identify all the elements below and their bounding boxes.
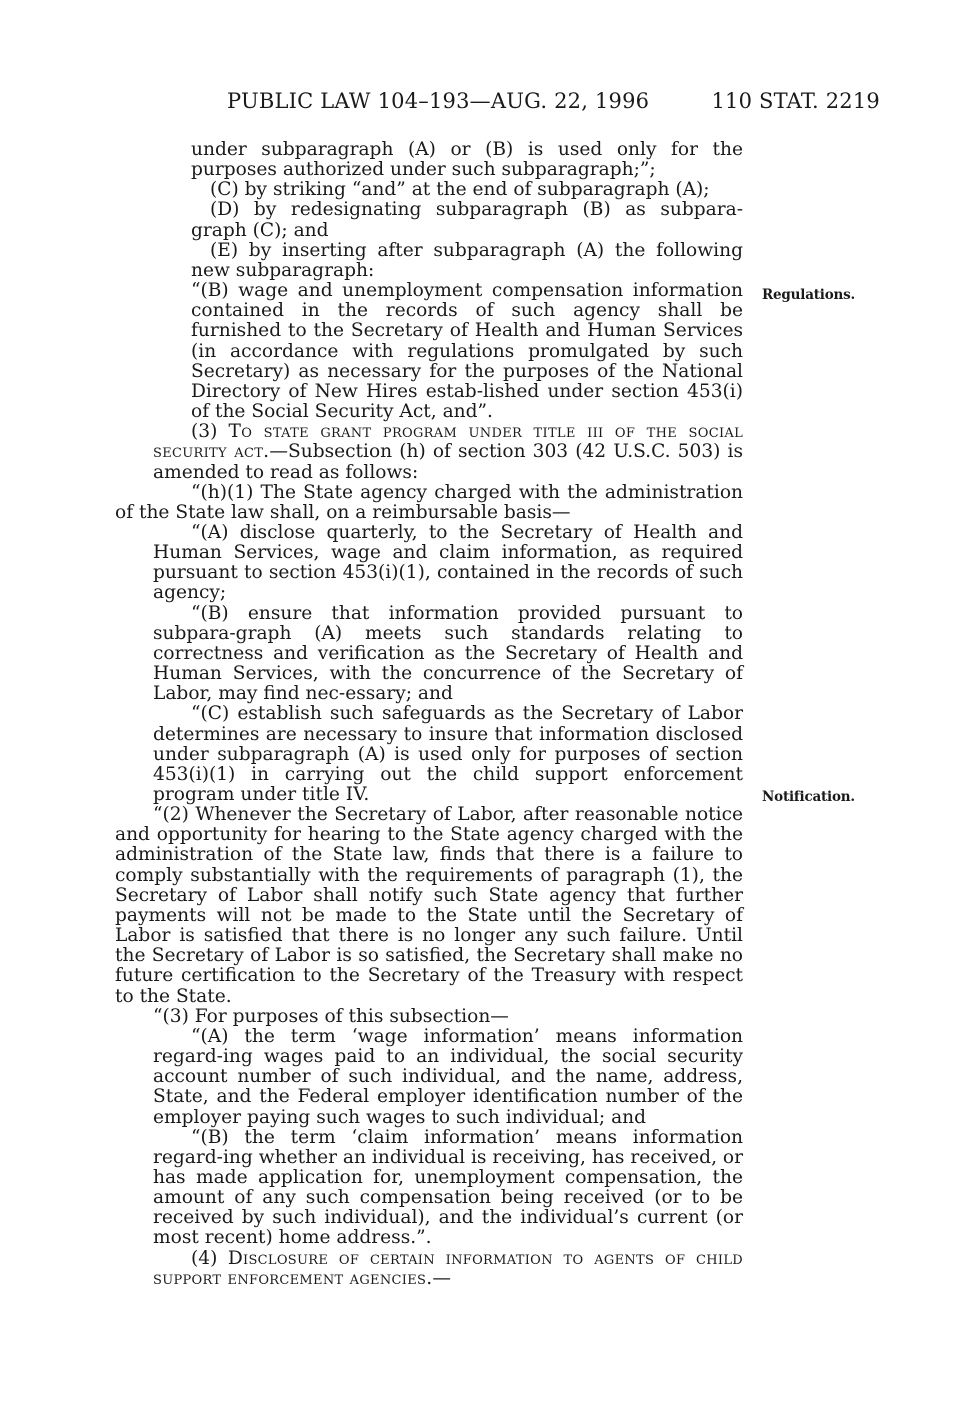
paragraph: “(B) the term ‘claim information’ means information regard-ing whether an individual is receiving, has received, or has made application for, unemployment compensation, the amount of any such compensation being received (or to be received by such individual), and the individual’s current (or most recent) home address.”. xyxy=(153,1126,743,1249)
paragraph: “(2) Whenever the Secretary of Labor, after reasonable notice and opportunity for hearing to the State agency charged with the administration of the State law, finds that there is a failure to comply substantially with the requirements of paragraph (1), the Secretary of Labor shall notify such State agency that further payments will not be made to the State until the Secretary of Labor is satisfied that there is no longer any such failure. Until the Secretary of Labor is so satisfied, the Secretary shall make no future certification to the Secretary of the Treasury with respect to the State. xyxy=(115,804,743,1007)
paragraph: “(A) the term ‘wage information’ means information regard-ing wages paid to an individual, the social security account number of such individual, and the name, address, State, and the Federal employer identification number of the employer paying such wages to such individual; and xyxy=(153,1025,743,1128)
header-stat-page: 110 STAT. 2219 xyxy=(711,89,880,113)
paragraph-number: (4) xyxy=(191,1247,228,1269)
paragraph xyxy=(115,1249,743,1289)
paragraph-number: (3) xyxy=(191,421,229,443)
paragraph: “(A) disclose quarterly, to the Secretary of Health and Human Services, wage and claim information, as required pursuant to section 453(i)(1), contained in the records of such agency; xyxy=(153,521,743,604)
paragraph xyxy=(115,422,743,482)
header-citation: PUBLIC LAW 104–193—AUG. 22, 1996 xyxy=(227,89,650,113)
subsection-heading: To state grant program under title iii of the social security act. xyxy=(153,421,743,463)
paragraph: “(B) ensure that information provided pursuant to subpara-graph (A) meets such standards relating to correctness and verification as the Secretary of Health and Human Services, with the concurrence of the Secretary of Labor, may find nec-essary; and xyxy=(153,602,743,705)
page-header xyxy=(227,89,880,119)
paragraph: (E) by inserting after subparagraph (A) the following new subparagraph: xyxy=(191,239,743,281)
paragraph-text: —Subsection (h) of section 303 (42 U.S.C. 503) is amended to read as follows: xyxy=(153,441,743,483)
paragraph: “(C) establish such safeguards as the Secretary of Labor determines are necessary to insure that information disclosed under subparagraph (A) is used only for purposes of section 453(i)(1) in carrying out the child support enforcement program under title IV. xyxy=(153,703,743,805)
paragraph: (C) by striking “and” at the end of subparagraph (A); xyxy=(210,179,710,201)
paragraph: under subparagraph (A) or (B) is used only for the purposes authorized under such subparagraph;”; xyxy=(191,139,743,181)
paragraph: “(3) For purposes of this subsection— xyxy=(153,1005,509,1027)
paragraph: “(B) wage and unemployment compensation information contained in the records of such agency shall be furnished to the Secretary of Health and Human Services (in accordance with regulations promulgated by such Secretary) as necessary for the purposes of the National Directory of New Hires estab-lished under section 453(i) of the Social Security Act, and”. xyxy=(191,280,743,423)
paragraph: (D) by redesignating subparagraph (B) as subpara-graph (C); and xyxy=(191,199,743,241)
margin-note-regulations: Regulations. xyxy=(762,287,856,303)
paragraph: “(h)(1) The State agency charged with the administration of the State law shall, on a reimbursable basis— xyxy=(115,481,743,523)
paragraph-text: — xyxy=(432,1267,451,1289)
document-body xyxy=(115,140,743,1289)
subsection-heading: Disclosure of certain information to agents of child support enforcement agencies. xyxy=(153,1247,743,1289)
margin-note-notification: Notification. xyxy=(762,789,855,805)
